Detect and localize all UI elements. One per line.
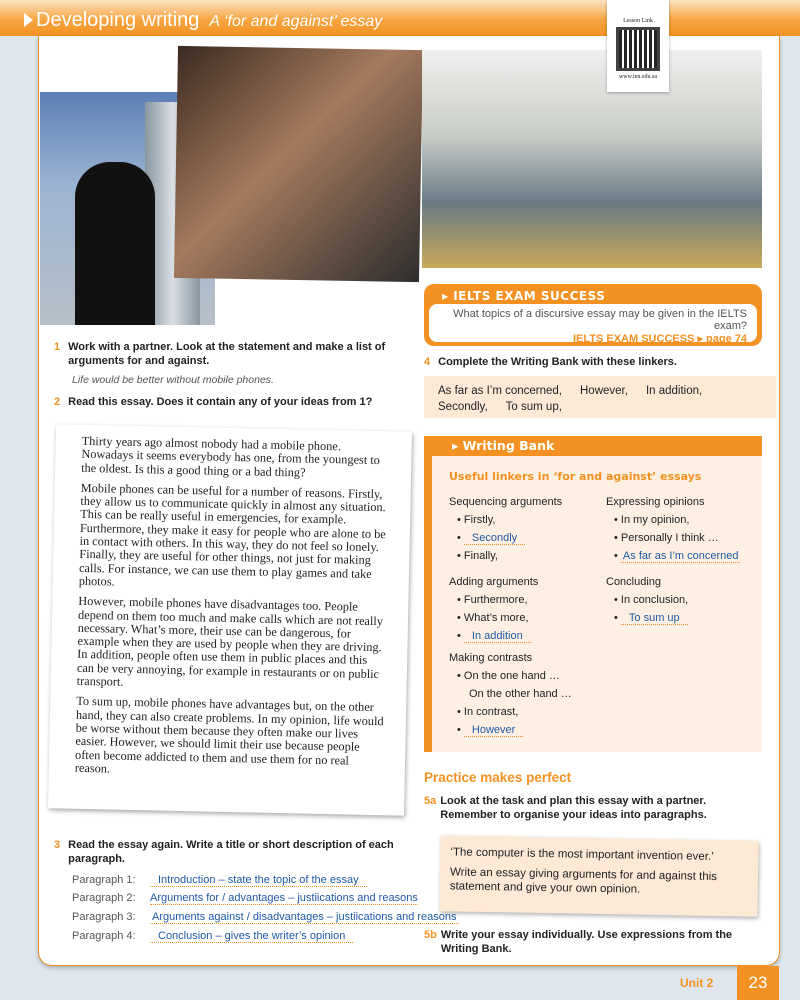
paragraph-label: Paragraph 4: <box>72 930 136 942</box>
question-3 <box>54 838 394 866</box>
photo-hand-phone <box>174 46 423 282</box>
category-title: Sequencing arguments <box>449 496 563 508</box>
essay-paragraph: Thirty years ago almost nobody had a mobile phone. Nowadays it seems everybody has one, from the youngest to the oldest. Is this a good thing or a bad thing? <box>81 433 381 480</box>
q4-text: Complete the Writing Bank with these linkers. <box>438 356 677 368</box>
category-title: Expressing opinions <box>606 496 705 508</box>
linker-answer[interactable]: In addition <box>464 630 531 643</box>
unit-label: Unit 2 <box>680 976 714 990</box>
linker-item: • Furthermore, <box>449 591 572 609</box>
paragraph-label: Paragraph 1: <box>72 874 136 886</box>
question-5b <box>424 928 764 956</box>
page-title <box>36 9 382 32</box>
category-title: Concluding <box>606 576 662 588</box>
essay-card <box>48 424 412 815</box>
lesson-link-qr[interactable] <box>607 0 669 92</box>
q4-number: 4 <box>424 356 431 368</box>
ielts-page-link[interactable]: IELTS EXAM SUCCESS ▸ page 74 <box>572 333 747 345</box>
linker-item: • Firstly, <box>449 511 572 529</box>
paragraph-row <box>72 911 459 923</box>
q5b-number: 5b <box>424 929 437 941</box>
paragraph-row <box>72 930 353 942</box>
question-4 <box>424 356 677 368</box>
q1-number: 1 <box>54 341 61 353</box>
paragraph-answer[interactable]: Conclusion – gives the writer’s opinion <box>150 930 353 943</box>
q1-text: Work with a partner. Look at the statement and make a list of arguments for and against. <box>68 341 386 367</box>
writing-bank: ▸ Writing Bank Useful linkers in ‘for and against’ essays Sequencing arguments • Firstly, • Secondly • Finally, Adding arguments • Furthermore, • What’s more, • In addition Making contrasts • On the one hand … On the other hand … • In contrast, • However Expressing opinions • In my opinion, • Personally I think … • As far as I’m concerned Concluding • In conclusion, • To sum up <box>424 436 762 752</box>
header-bar <box>0 0 800 36</box>
writing-bank-heading: Writing Bank <box>462 438 555 453</box>
paragraph-row <box>72 892 418 904</box>
qr-code-icon <box>616 27 660 71</box>
linker-item: On the other hand … <box>469 688 572 700</box>
linker-item: • In contrast, <box>449 703 572 721</box>
paragraph-answer[interactable]: Arguments against / disadvantages – justiications and reasons <box>152 911 457 923</box>
linker-column-right <box>606 490 740 627</box>
q5a-text: Look at the task and plan this essay with a partner. Remember to organise your ideas into paragraphs. <box>440 795 707 821</box>
page-number: 23 <box>737 966 779 1000</box>
ielts-question: What topics of a discursive essay may be given in the IELTS exam? <box>453 308 747 332</box>
q5a-number: 5a <box>424 795 437 807</box>
essay-paragraph: To sum up, mobile phones have advantages but, on the other hand, they can also create problems. In my opinion, life would be worse without them because they often make our lives easier. However, we should limit their use because people often become addicted to them and use them for no real reason. <box>74 694 384 776</box>
q1-statement: Life would be better without mobile phones. <box>72 374 274 386</box>
linker-answer[interactable]: As far as I’m concerned <box>622 550 739 562</box>
paragraph-answer[interactable]: Introduction – state the topic of the essay <box>150 874 367 887</box>
ielts-exam-success-box: ▸ IELTS EXAM SUCCESS What topics of a discursive essay may be given in the IELTS exam? IELTS EXAM SUCCESS ▸ page 74 <box>424 284 762 346</box>
linker-column-left <box>449 490 572 739</box>
question-5a <box>424 794 764 822</box>
linker: In addition, <box>645 385 703 397</box>
paragraph-label: Paragraph 2: <box>72 892 136 904</box>
category-title: Making contrasts <box>449 652 533 664</box>
page-subtitle: A ‘for and against’ essay <box>209 13 383 30</box>
task-quote: ‘The computer is the most important invention ever.’ <box>450 846 714 863</box>
question-1 <box>54 340 394 387</box>
question-2 <box>54 396 372 408</box>
q3-number: 3 <box>54 839 61 851</box>
photo-bus-passengers <box>422 50 762 268</box>
linker-answer[interactable]: Secondly <box>464 532 525 545</box>
linker-item: • In my opinion, <box>606 511 740 529</box>
essay-paragraph: However, mobile phones have disadvantages too. People depend on them too much and make calls which are not really necessary. What’s more, their use can be dangerous, for example when they are used by people when they are driving. In addition, people often use them in public places and this can be very annoying, for example in restaurants or on public transport. <box>76 594 384 689</box>
qr-url[interactable]: www.ien.edu.sa <box>618 74 658 80</box>
q3-text: Read the essay again. Write a title or short description of each paragraph. <box>68 839 394 865</box>
linker-item: • Finally, <box>449 547 572 565</box>
linker-item: • On the one hand … <box>449 667 572 685</box>
essay-paragraph: Mobile phones can be useful for a number of reasons. Firstly, they allow us to communicate quickly in almost any situation. This can be really useful in emergencies, for example. Furthermore, they make it easy for people who are alone to be in contact with others. In this way, they do not feel so lonely. Finally, they are useful for other things, not just for making calls. For instance, we can use them to play games and take photos. <box>78 480 386 589</box>
task-instruction: Write an essay giving arguments for and against this statement and give your own opinion. <box>449 866 718 896</box>
paragraph-row <box>72 874 367 886</box>
linker-item: • What’s more, <box>449 609 572 627</box>
linker: To sum up, <box>505 401 562 413</box>
arrow-icon <box>24 13 33 27</box>
linker: However, <box>580 385 628 397</box>
task-card <box>439 835 758 917</box>
writing-bank-subheading: Useful linkers in ‘for and against’ essays <box>449 470 702 483</box>
title-text: Developing writing <box>36 9 200 31</box>
ielts-heading: IELTS EXAM SUCCESS <box>453 289 606 303</box>
q5b-text: Write your essay individually. Use expressions from the Writing Bank. <box>440 929 733 955</box>
category-title: Adding arguments <box>449 576 539 588</box>
linker: Secondly, <box>438 401 488 413</box>
q2-text: Read this essay. Does it contain any of your ideas from 1? <box>68 396 373 408</box>
linker: As far as I’m concerned, <box>438 385 562 397</box>
linker-item: • In conclusion, <box>606 591 740 609</box>
paragraph-answer[interactable]: Arguments for / advantages – justiications and reasons <box>150 892 418 904</box>
linker-answer[interactable]: To sum up <box>621 612 688 625</box>
linker-answer[interactable]: However <box>464 724 523 737</box>
qr-label: Lesson Link <box>623 18 653 24</box>
linkers-box <box>424 376 776 418</box>
q2-number: 2 <box>54 396 61 408</box>
paragraph-label: Paragraph 3: <box>72 911 136 923</box>
linker-item: • Personally I think … <box>606 529 740 547</box>
practice-heading: Practice makes perfect <box>424 770 572 785</box>
